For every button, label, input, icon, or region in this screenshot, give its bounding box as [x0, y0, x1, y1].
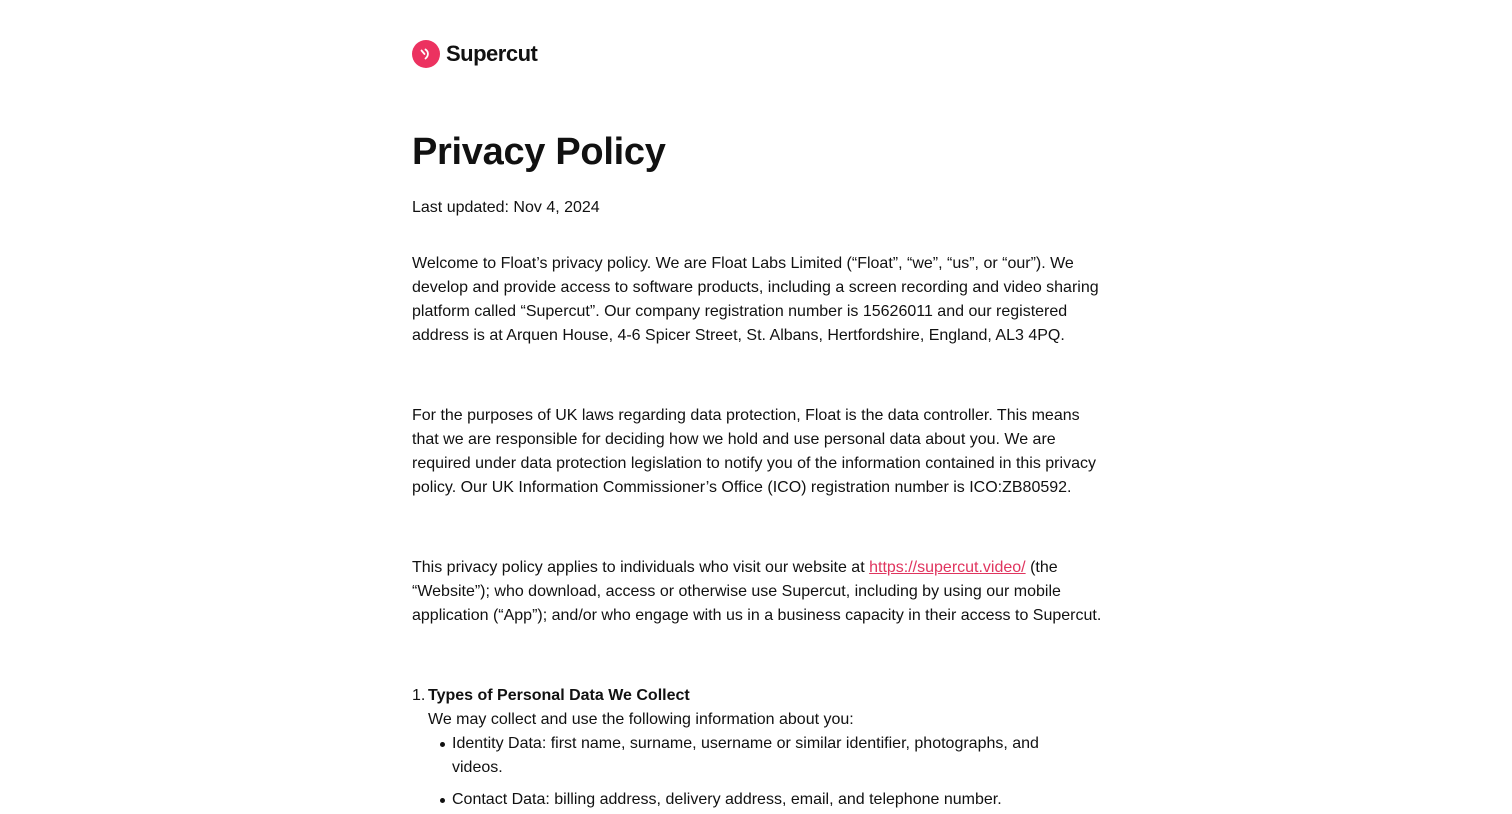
scope-text-after: (the “Website”); who download, access or otherwise use Supercut, including by using our mobile application (“App”); and/or who engage with us in a business capacity in their access to Supercut.	[412, 559, 1102, 624]
page-title: Privacy Policy	[412, 131, 666, 173]
list-item: Contact Data: billing address, delivery address, email, and telephone number.	[452, 788, 1102, 812]
section-number: 1.	[412, 687, 426, 704]
last-updated-date: Last updated: Nov 4, 2024	[412, 199, 600, 216]
section-intro: We may collect and use the following information about you:	[428, 711, 854, 728]
intro-paragraph: Welcome to Float’s privacy policy. We are Float Labs Limited (“Float”, “we”, “us”, or “our”). We develop and provide access to software products, including a screen recording and video sharing platform called “Supercut”. Our company registration number is 15626011 and our registered address is at Arquen House, 4-6 Spicer Street, St. Albans, Hertfordshire, England, AL3 4PQ.	[412, 255, 1099, 344]
section-heading	[412, 684, 1102, 708]
list-item: Identity Data: first name, surname, username or similar identifier, photographs, and videos.	[452, 732, 1102, 780]
section-personal-data-types	[412, 684, 1102, 814]
brand-name: Supercut	[446, 41, 538, 66]
data-controller-paragraph: For the purposes of UK laws regarding data protection, Float is the data controller. This means that we are responsible for deciding how we hold and use personal data about you. We are required under data protection legislation to notify you of the information contained in this privacy policy. Our UK Information Commissioner’s Office (ICO) registration number is ICO:ZB80592.	[412, 407, 1096, 496]
main-content	[412, 38, 1112, 808]
website-link[interactable]: https://supercut.video/	[869, 559, 1026, 576]
supercut-logo-link[interactable]	[412, 38, 537, 70]
scope-paragraph	[412, 556, 1102, 628]
section-title: Types of Personal Data We Collect	[428, 687, 690, 704]
personal-data-list	[412, 732, 1102, 812]
supercut-logo-icon	[412, 40, 440, 68]
scope-text-before: This privacy policy applies to individuals who visit our website at	[412, 559, 870, 576]
